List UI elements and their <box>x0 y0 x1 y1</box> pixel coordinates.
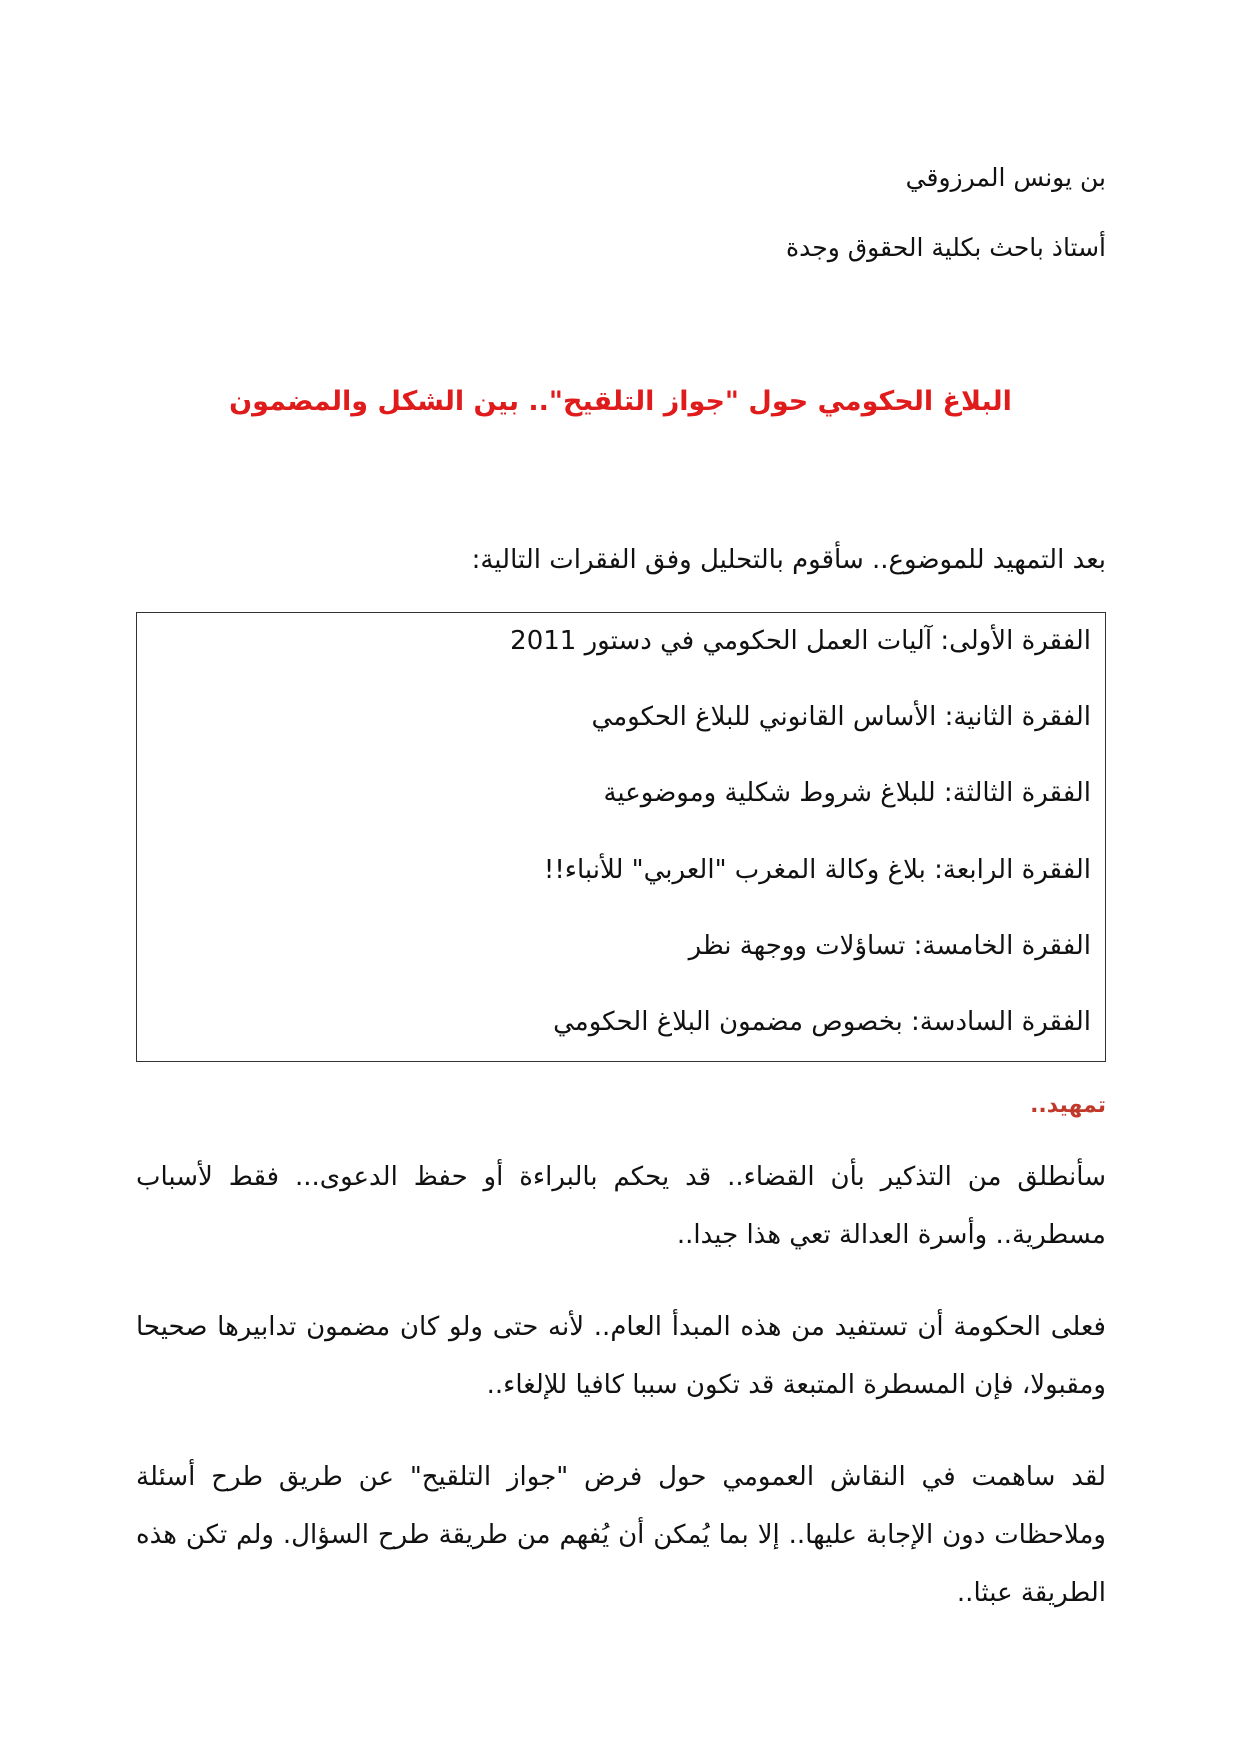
intro-line: بعد التمهيد للموضوع.. سأقوم بالتحليل وفق الفقرات التالية: <box>471 545 1106 575</box>
toc-item: الفقرة الخامسة: تساؤلات ووجهة نظر <box>688 931 1091 961</box>
paragraph: فعلى الحكومة أن تستفيد من هذه المبدأ العام.. لأنه حتى ولو كان مضمون تدابيرها صحيحا ومقبولا، فإن المسطرة المتبعة قد تكون سببا كافيا للإلغاء.. <box>136 1312 1106 1400</box>
author-title: أستاذ باحث بكلية الحقوق وجدة <box>786 233 1106 262</box>
toc-item: الفقرة الثالثة: للبلاغ شروط شكلية وموضوعية <box>603 778 1091 808</box>
document-title: البلاغ الحكومي حول "جواز التلقيح".. بين الشكل والمضمون <box>229 386 1012 417</box>
toc-item: الفقرة الرابعة: بلاغ وكالة المغرب "العربي" للأنباء!! <box>543 855 1091 885</box>
table-of-contents-box <box>136 612 1106 1062</box>
paragraph: سأنطلق من التذكير بأن القضاء.. قد يحكم بالبراءة أو حفظ الدعوى... فقط لأسباب مسطرية.. وأسرة العدالة تعي هذا جيدا.. <box>136 1162 1106 1250</box>
section-heading: تمهيد.. <box>1030 1093 1106 1118</box>
toc-item: الفقرة الأولى: آليات العمل الحكومي في دستور 2011 <box>510 626 1091 656</box>
author-name: بن يونس المرزوقي <box>905 163 1106 192</box>
paragraph: لقد ساهمت في النقاش العمومي حول فرض "جواز التلقيح" عن طريق طرح أسئلة وملاحظات دون الإجابة عليها.. إلا بما يُمكن أن يُفهم من طريقة طرح السؤال. ولم تكن هذه الطريقة عبثا.. <box>136 1462 1106 1608</box>
toc-item: الفقرة السادسة: بخصوص مضمون البلاغ الحكومي <box>553 1007 1091 1037</box>
toc-item: الفقرة الثانية: الأساس القانوني للبلاغ الحكومي <box>591 702 1091 732</box>
